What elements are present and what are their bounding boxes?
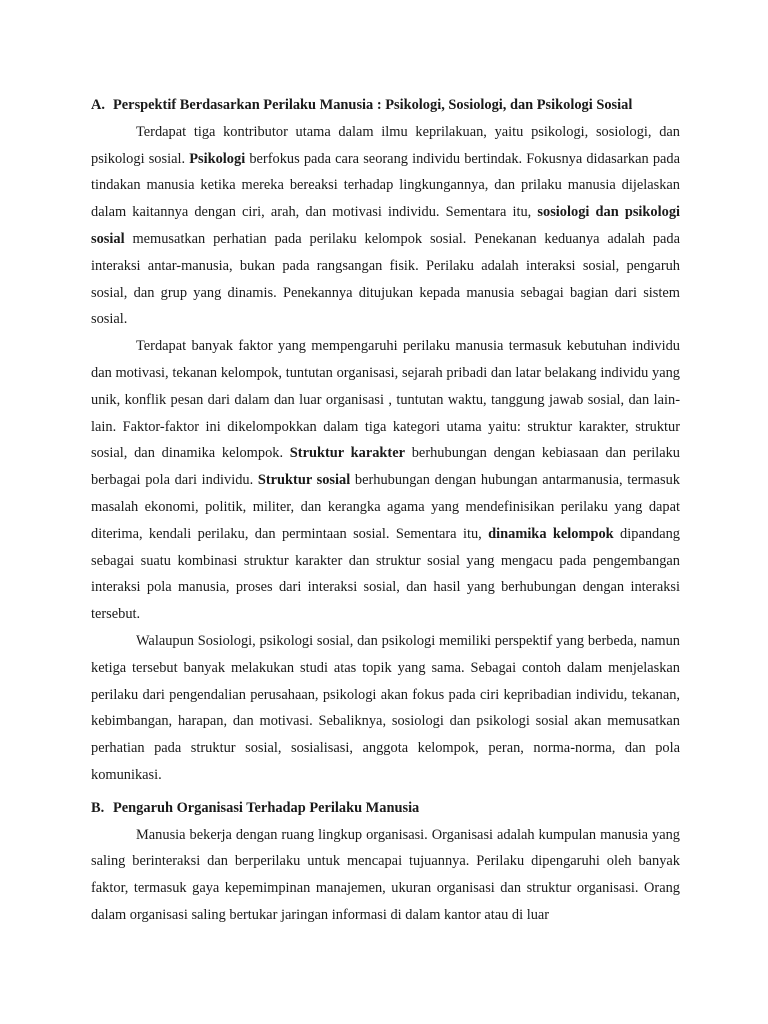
bold-term: Struktur sosial xyxy=(257,472,351,489)
section-a-paragraph-2 xyxy=(91,333,680,628)
section-a-marker: A. xyxy=(91,97,105,113)
section-b-title: Pengaruh Organisasi Terhadap Perilaku Manusia xyxy=(113,799,420,816)
section-a-title: Perspektif Berdasarkan Perilaku Manusia : Psikologi, Sosiologi, dan Psikologi Sosial xyxy=(113,97,633,113)
text-run: berfokus pada cara seorang individu bertindak. Fokusnya didasarkan pada tindakan manusia ketika mereka bereaksi terhadap lingkungannya, dan prilaku manusia dijelaskan dalam kaitannya dengan ciri, arah, dan motivasi individu. Sementara itu, xyxy=(91,150,680,221)
section-a-heading xyxy=(91,92,680,119)
section-b-paragraph-1: Manusia bekerja dengan ruang lingkup organisasi. Organisasi adalah kumpulan manusia yang saling berinteraksi dan berperilaku untuk mencapai tujuannya. Perilaku dipengaruhi oleh banyak faktor, termasuk gaya kepemimpinan manajemen, ukuran organisasi dan struktur organisasi. Orang dalam organisasi saling bertukar jaringan informasi di dalam kantor atau di luar xyxy=(91,826,680,923)
section-b-heading xyxy=(91,795,680,822)
section-a-paragraph-3: Walaupun Sosiologi, psikologi sosial, dan psikologi memiliki perspektif yang berbeda, namun ketiga tersebut banyak melakukan studi atas topik yang sama. Sebagai contoh dalam menjelaskan perilaku dari pengendalian perusahaan, psikologi akan fokus pada ciri kepribadian individu, tekanan, kebimbangan, harapan, dan motivasi. Sebaliknya, sosiologi dan psikologi sosial akan memusatkan perhatian pada struktur sosial, sosialisasi, anggota kelompok, peran, norma-norma, dan pola komunikasi. xyxy=(91,632,680,783)
text-run: berhubungan dengan kebiasaan dan perilaku berbagai pola dari individu. xyxy=(91,445,681,489)
text-run: berhubungan dengan hubungan antarmanusia, termasuk masalah ekonomi, politik, militer, dan kerangka agama yang mendefinisikan perilaku yang dapat diterima, kendali perilaku, dan permintaan sosial. Sementara itu, xyxy=(91,472,680,542)
document-page xyxy=(91,92,680,929)
text-run: dipandang sebagai suatu kombinasi struktur karakter dan struktur sosial yang mengacu pada pengembangan interaksi pola manusia, proses dari interaksi sosial, dan hasil yang berhubungan dengan interaksi tersebut. xyxy=(91,525,680,623)
text-run: memusatkan perhatian pada perilaku kelompok sosial. Penekanan keduanya adalah pada interaksi antar-manusia, bukan pada rangsangan fisik. Perilaku adalah interaksi sosial, pengaruh sosial, dan grup yang dinamis. Penekannya ditujukan kepada manusia sebagai bagian dari sistem sosial. xyxy=(91,230,680,328)
bold-term: Struktur karakter xyxy=(289,445,405,462)
bold-term: dinamika kelompok xyxy=(488,525,614,542)
text-run: Terdapat tiga kontributor utama dalam ilmu keprilakuan, yaitu psikologi, sosiologi, dan psikologi sosial. xyxy=(91,123,680,167)
section-a-paragraph-1 xyxy=(91,119,680,333)
section-b-marker: B. xyxy=(91,799,105,816)
text-run: Terdapat banyak faktor yang mempengaruhi perilaku manusia termasuk kebutuhan individu dan motivasi, tekanan kelompok, tuntutan organisasi, sejarah pribadi dan latar belakang individu yang unik, konflik pesan dari dalam dan luar organisasi , tuntutan waktu, tanggung jawab sosial, dan lain-lain. Faktor-faktor ini dikelompokkan dalam tiga kategori utama yaitu: struktur karakter, struktur sosial, dan dinamika kelompok. xyxy=(91,338,680,462)
bold-term: Psikologi xyxy=(189,150,246,167)
bold-term: sosiologi dan psikologi sosial xyxy=(91,204,681,247)
